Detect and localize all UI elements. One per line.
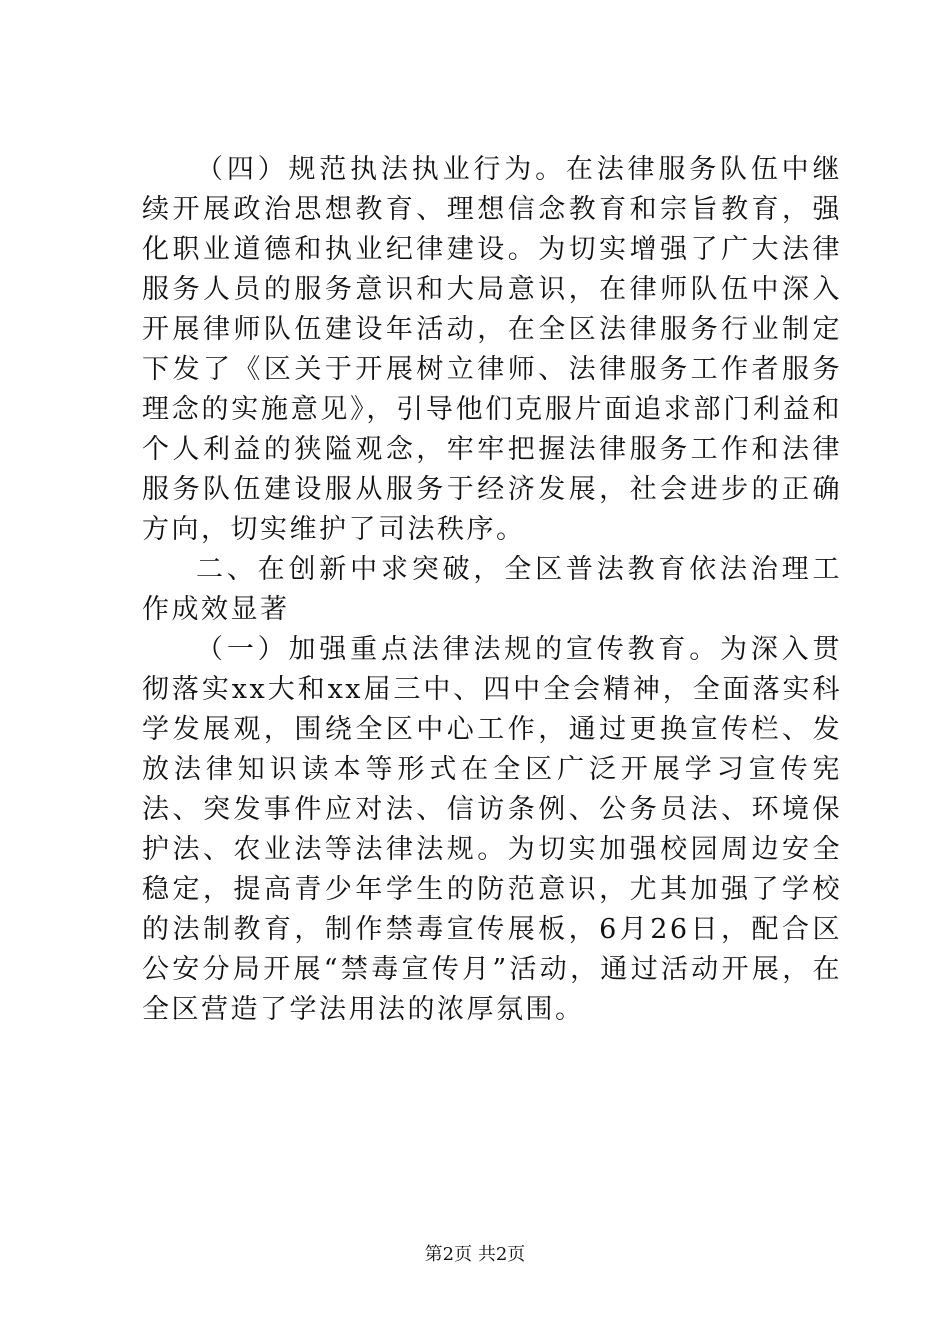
paragraph-legal-education: （一）加强重点法律法规的宣传教育。为深入贯彻落实xx大和xx届三中、四中全会精神，全面落实科学发展观，围绕全区中心工作，通过更换宣传栏、发放法律知识读本等形式在全区广泛开展学习宣传宪法、突发事件应对法、信访条例、公务员法、环境保护法、农业法等法律法规。为切实加强校园周边安全稳定，提高青少年学生的防范意识，尤其加强了学校的法制教育，制作禁毒宣传展板，6月26日，配合区公安分局开展“禁毒宣传月”活动，通过活动开展，在全区营造了学法用法的浓厚氛围。: [142, 634, 842, 1025]
page-number-footer: 第2页 共2页: [424, 1244, 526, 1265]
section-heading-innovation: 二、在创新中求突破，全区普法教育依法治理工作成效显著: [142, 554, 842, 625]
document-body: [142, 150, 842, 1030]
paragraph-regulate-law-enforcement: （四）规范执法执业行为。在法律服务队伍中继续开展政治思想教育、理想信念教育和宗旨教育，强化职业道德和执业纪律建设。为切实增强了广大法律服务人员的服务意识和大局意识，在律师队伍中深入开展律师队伍建设年活动，在全区法律服务行业制定下发了《区关于开展树立律师、法律服务工作者服务理念的实施意见》，引导他们克服片面追求部门利益和个人利益的狭隘观念，牢牢把握法律服务工作和法律服务队伍建设服从服务于经济发展，社会进步的正确方向，切实维护了司法秩序。: [142, 154, 842, 545]
